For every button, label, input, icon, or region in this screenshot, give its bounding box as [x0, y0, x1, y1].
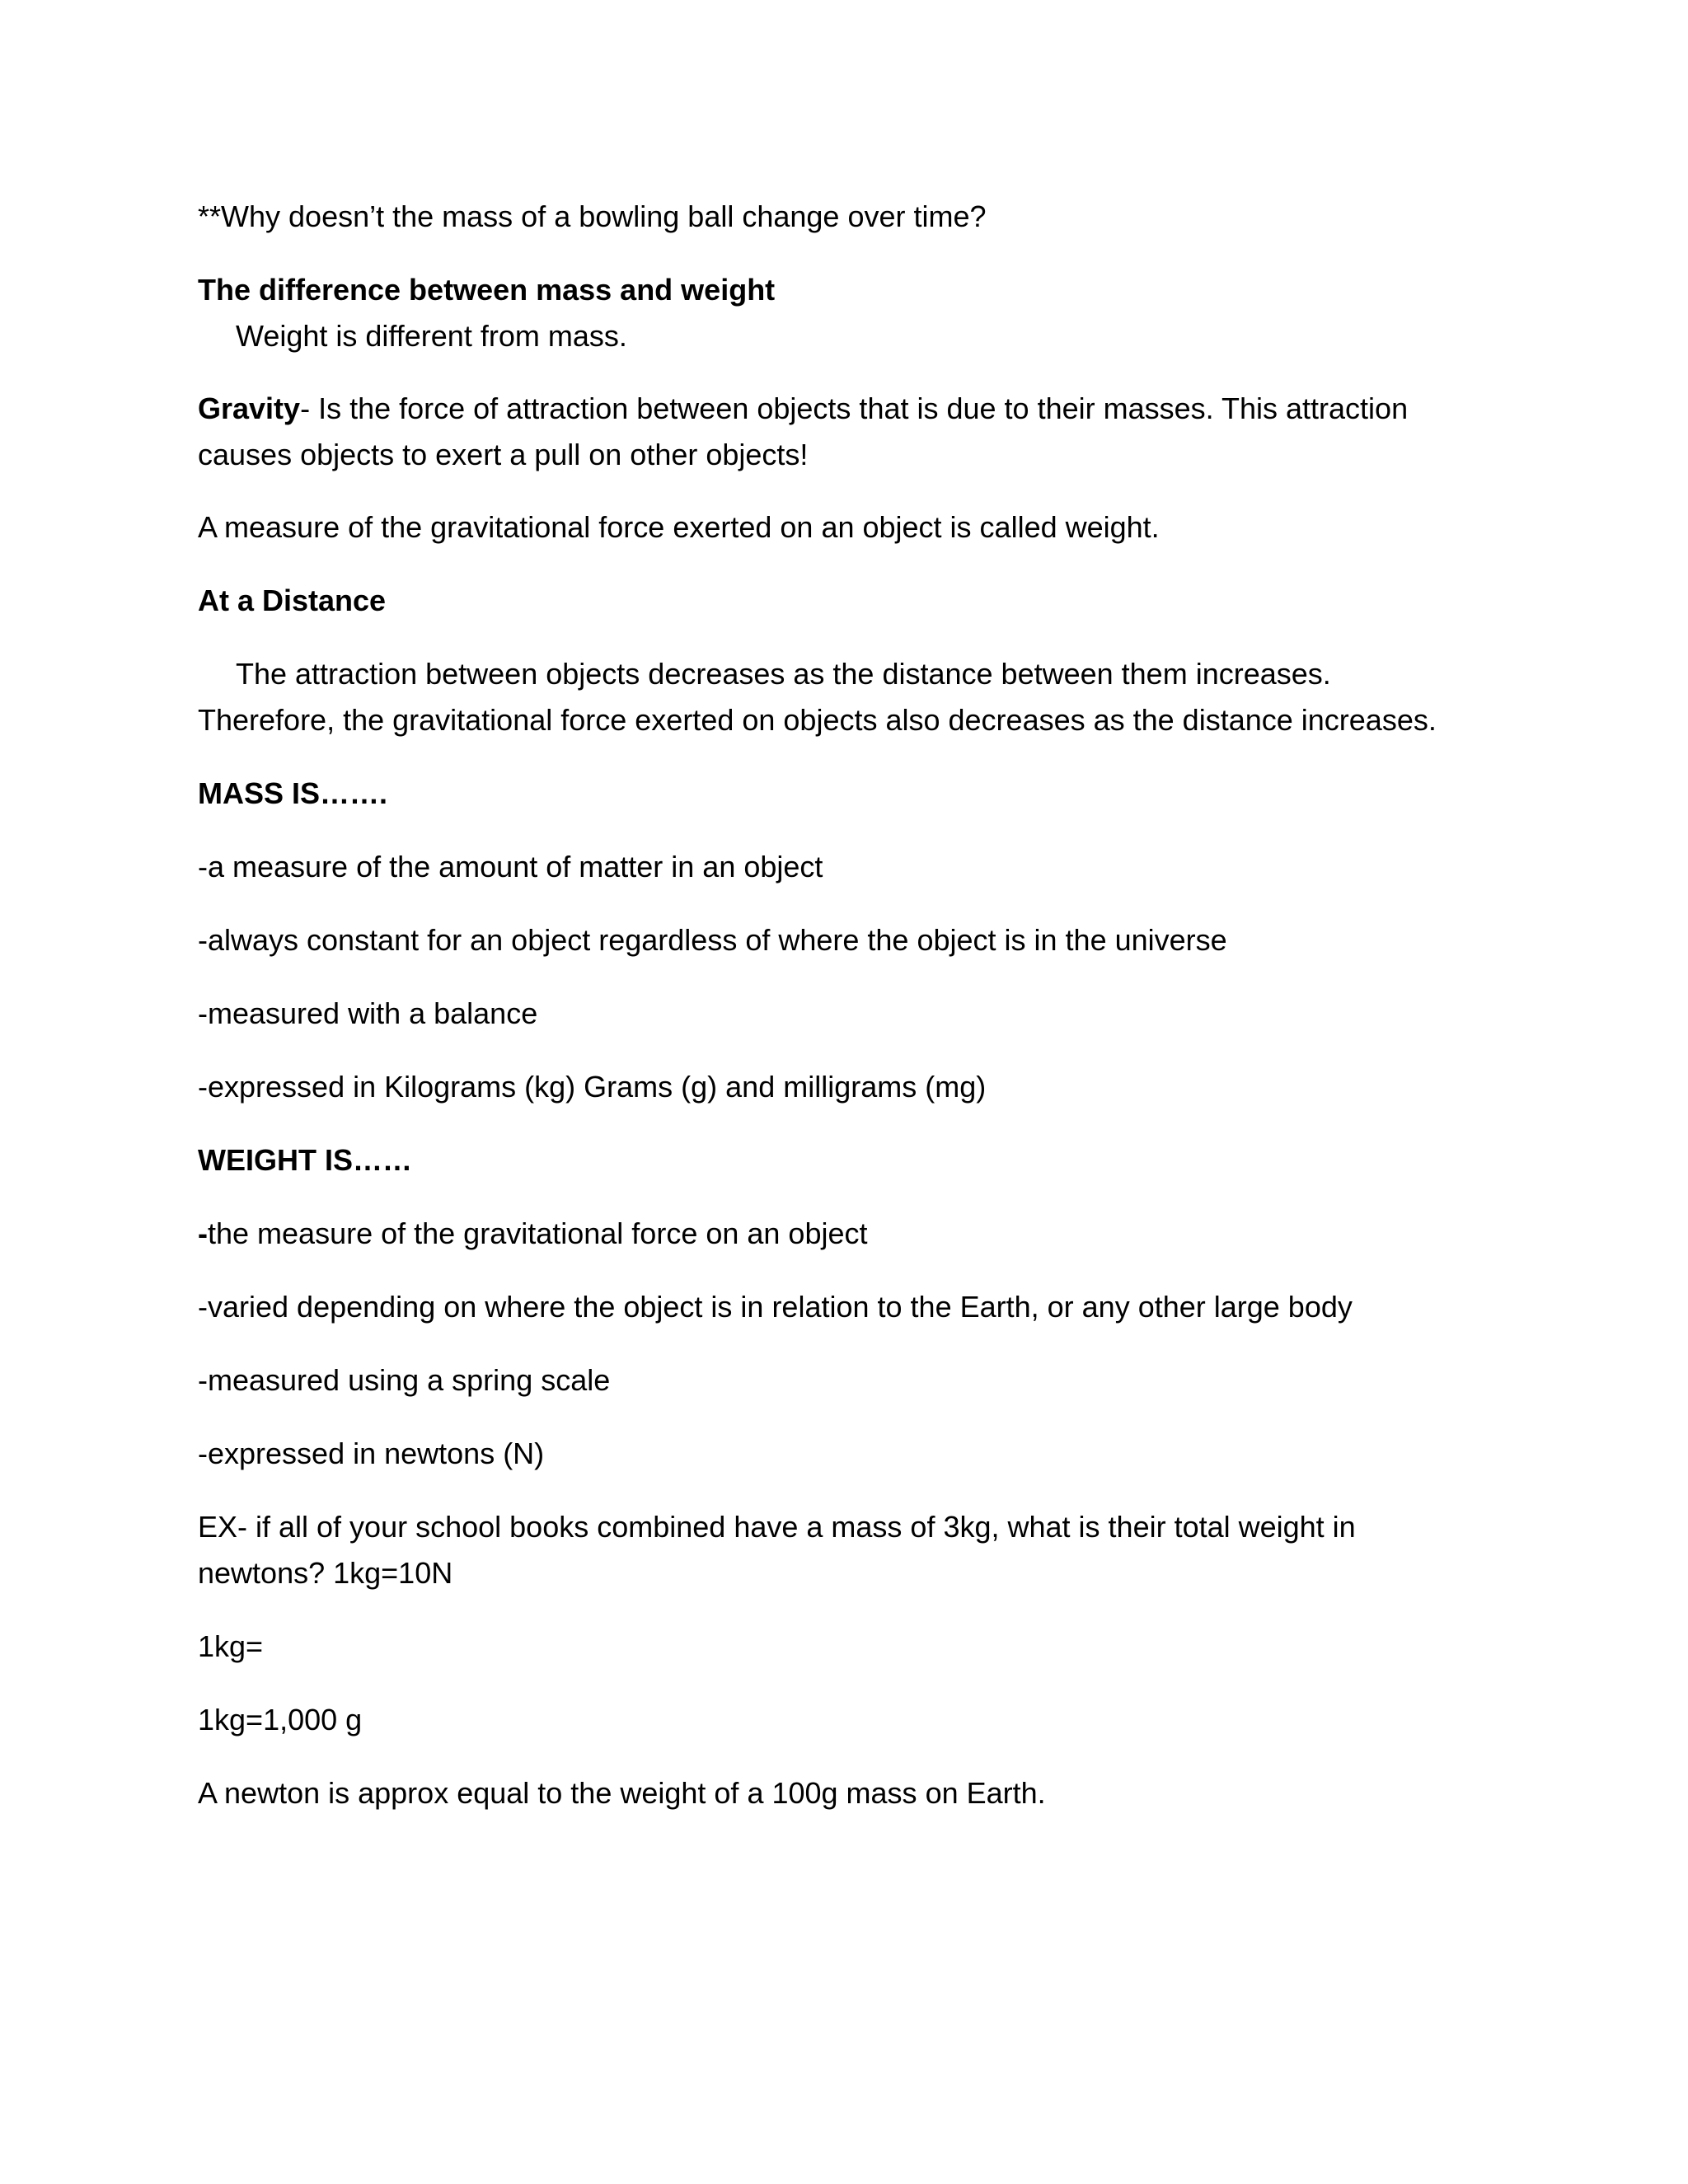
- heading-difference: The difference between mass and weight: [198, 273, 776, 307]
- distance-line-1: The attraction between objects decreases as the distance between them increases.: [236, 657, 1331, 691]
- heading-distance: At a Distance: [198, 583, 387, 617]
- kg-grams-text: 1kg=1,000 g: [198, 1703, 363, 1736]
- newton-note-text: A newton is approx equal to the weight of a 100g mass on Earth.: [198, 1776, 1046, 1810]
- distance-line-2: Therefore, the gravitational force exerted on objects also decreases as the distance increases.: [198, 703, 1437, 737]
- weight-measure-text: A measure of the gravitational force exerted on an object is called weight.: [198, 510, 1160, 544]
- weight-item: -expressed in newtons (N): [198, 1436, 545, 1470]
- gravity-term: Gravity: [198, 391, 301, 425]
- example-line-2: newtons? 1kg=10N: [198, 1556, 453, 1590]
- weight-item-dash: -: [198, 1216, 208, 1250]
- gravity-definition-line-1: [198, 386, 1408, 432]
- weight-item: -measured using a spring scale: [198, 1363, 611, 1397]
- mass-item: -expressed in Kilograms (kg) Grams (g) and milligrams (mg): [198, 1070, 987, 1104]
- gravity-definition-text: - Is the force of attraction between objects that is due to their masses. This attraction: [300, 391, 1409, 425]
- weight-heading: WEIGHT IS……: [198, 1143, 412, 1177]
- weight-different-text: Weight is different from mass.: [236, 319, 627, 353]
- mass-heading: MASS IS…….: [198, 776, 388, 810]
- mass-item: -always constant for an object regardless of where the object is in the universe: [198, 923, 1227, 957]
- gravity-definition-line-2: causes objects to exert a pull on other objects!: [198, 438, 809, 471]
- mass-item: -a measure of the amount of matter in an object: [198, 850, 823, 883]
- weight-item: [198, 1211, 868, 1257]
- mass-item: -measured with a balance: [198, 996, 538, 1030]
- kg-blank-text: 1kg=: [198, 1629, 264, 1663]
- question-text: **Why doesn’t the mass of a bowling ball change over time?: [198, 199, 987, 233]
- weight-item: -varied depending on where the object is in relation to the Earth, or any other large body: [198, 1290, 1353, 1324]
- weight-item-text: the measure of the gravitational force on an object: [208, 1216, 868, 1250]
- example-line-1: EX- if all of your school books combined have a mass of 3kg, what is their total weight in: [198, 1510, 1356, 1544]
